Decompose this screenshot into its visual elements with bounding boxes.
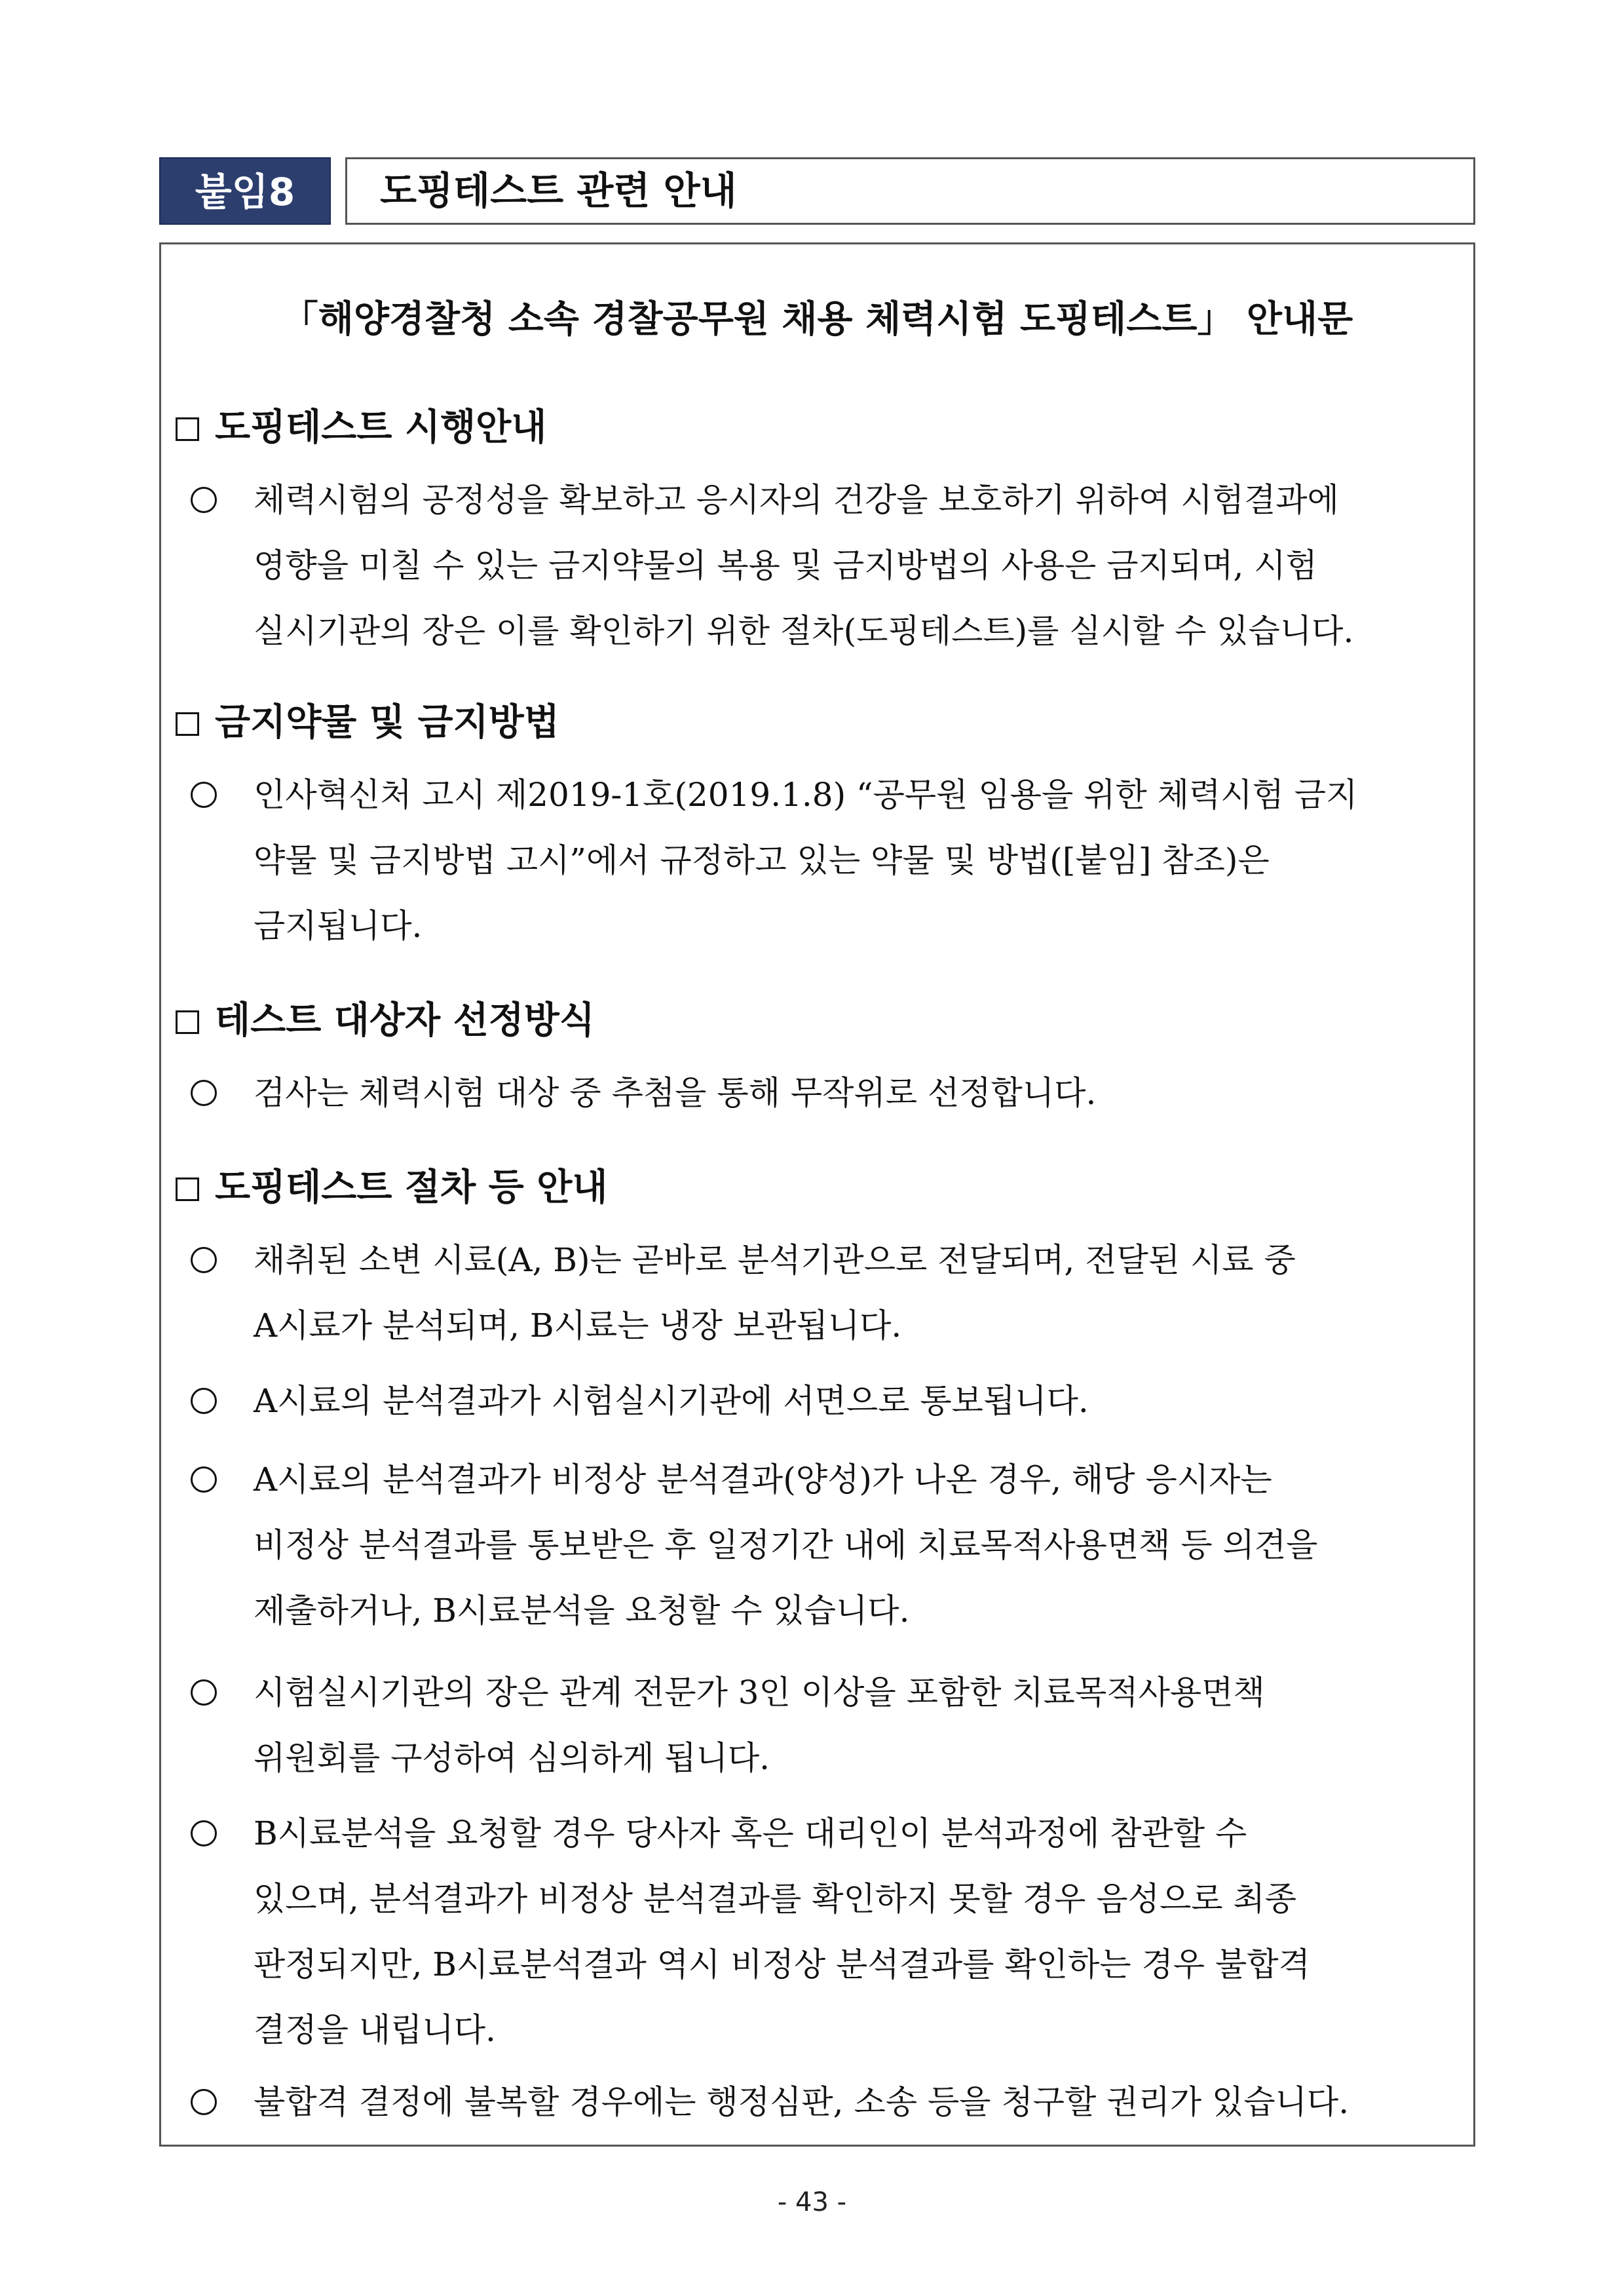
document-title: 「해양경찰청 소속 경찰공무원 채용 체력시험 도핑테스트」 안내문 xyxy=(281,298,1353,341)
circle-bullet-icon xyxy=(191,487,217,513)
content-box: 「해양경찰청 소속 경찰공무원 채용 체력시험 도핑테스트」 안내문 도핑테스트 시행안내 체력시험의 공정성을 확보하고 응시자의 건강을 보호하기 위하여 시험결과에 영향을 미칠 수 있는 금지약물의 복용 및 금지방법의 사용은 금지되며, 시험 실시기관의 장은 이를 확인하기 위한 절차(도핑테스트)를 실시할 수 있습니다. 금지약물 및 금지방법 인사혁신처 고시 제2019-1호(2019.1.8) “공무원 임용을 위한 체력시험 금지 약물 및 금지방법 고시”에서 규정하고 있는 약물 및 방법([붙임] 참조)은 금지됩니다. 테스트 대상자 선정방식 검사는 체력시험 대상 중 추첨을 통해 무작위로 선정합니다. 도핑테스트 절차 등 안내 채취된 소변 시료(A, B)는 곧바로 분석기관으로 전달되며, 전달된 시료 중 A시료가 분석되며, B시료는 냉장 보관됩니다. A시료의 분석결과가 시험실시기관에 서면으로 통보됩니다. A시료의 분석결과가 비정상 분석결과(양성)가 나온 경우, 해당 응시자는 비정상 분석결과를 통보받은 후 일정기간 내에 치료목적사용면책 등 의견을 제출하거나, B시료분석을 요청할 수 있습니다. 시험실시기관의 장은 관계 전문가 3인 이상을 포함한 치료목적사용면책 위원회를 구성하여 심의하게 됩니다. B시료분석을 요청할 경우 당사자 혹은 대리인이 분석과정에 참관할 수 있으며, 분석결과가 비정상 분석결과를 확인하지 못할 경우 음성으로 최종 판정되지만, B시료분석결과 역시 비정상 분석결과를 확인하는 경우 불합격 결정을 내립니다. 불합격 결정에 불복할 경우에는 행정심판, 소송 등을 청구할 권리가 있습니다. xyxy=(159,242,1475,2147)
header-title: 도핑테스트 관련 안내 xyxy=(345,157,1475,225)
circle-bullet-icon xyxy=(191,2089,217,2115)
circle-bullet-icon xyxy=(191,1679,217,1706)
attachment-tag: 붙임8 xyxy=(159,157,331,225)
circle-bullet-icon xyxy=(191,1466,217,1493)
circle-bullet-icon xyxy=(191,782,217,808)
circle-bullet-icon xyxy=(191,1388,217,1414)
checkbox-square-icon xyxy=(176,1177,199,1201)
checkbox-square-icon xyxy=(176,712,199,736)
section-heading-implementation: 도핑테스트 시행안내 xyxy=(176,402,546,454)
checkbox-square-icon xyxy=(176,1010,199,1034)
page-number: - 43 - xyxy=(777,2187,847,2217)
section-heading-prohibited: 금지약물 및 금지방법 xyxy=(176,697,559,749)
circle-bullet-icon xyxy=(191,1247,217,1273)
section-heading-procedure: 도핑테스트 절차 등 안내 xyxy=(176,1162,607,1214)
circle-bullet-icon xyxy=(191,1820,217,1846)
checkbox-square-icon xyxy=(176,417,199,441)
circle-bullet-icon xyxy=(191,1080,217,1106)
section-heading-selection: 테스트 대상자 선정방식 xyxy=(176,995,595,1047)
